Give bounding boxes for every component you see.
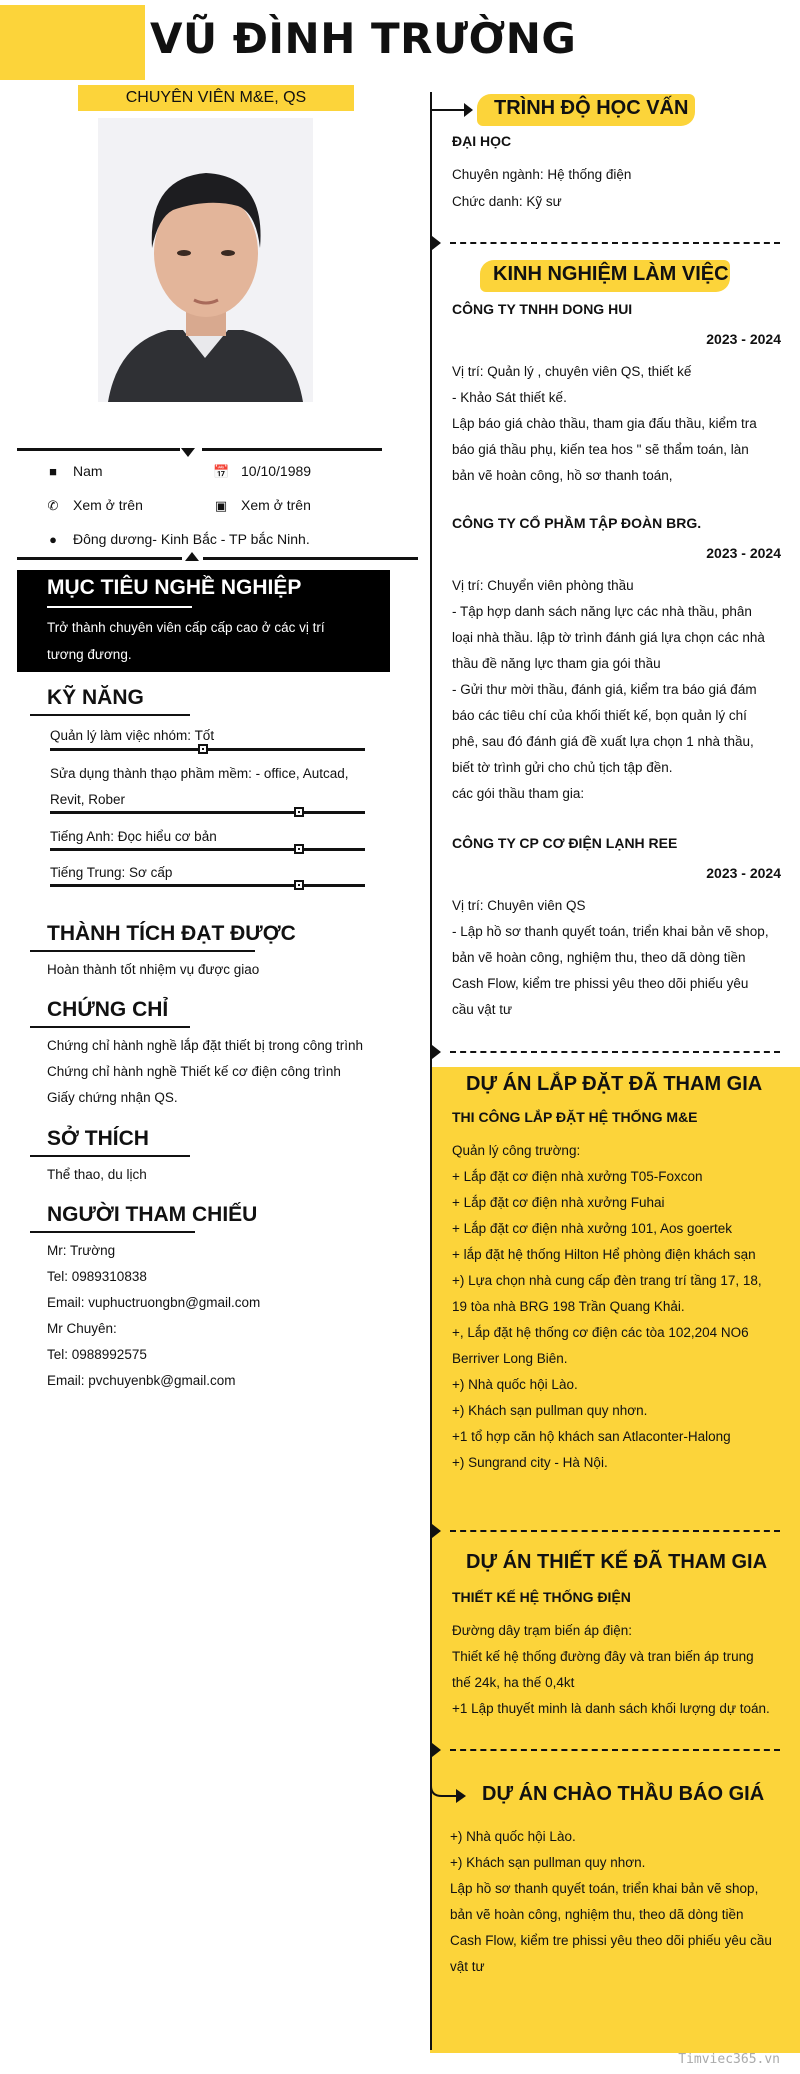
skills-title: KỸ NĂNG — [47, 686, 144, 709]
achievements-text: Hoàn thành tốt nhiệm vụ được giao — [47, 962, 260, 977]
dob-row: 📅 10/10/1989 — [213, 463, 312, 479]
bid-projects-title: DỰ ÁN CHÀO THẦU BÁO GIÁ — [482, 1783, 765, 1805]
timeline-marker-icon — [432, 1045, 441, 1059]
career-objective — [17, 570, 390, 672]
address-row: ● Đông dương- Kinh Bắc - TP bắc Ninh. — [45, 531, 310, 547]
reference-line: Tel: 0988992575 — [47, 1347, 147, 1362]
skill-label: Sửa dụng thành thạo phầm mềm: - office, Autcad, Revit, Rober — [50, 766, 349, 807]
phone-icon: ✆ — [47, 498, 59, 513]
profile-photo — [98, 118, 313, 402]
dashed-divider — [450, 1749, 780, 1751]
header-accent-block — [0, 5, 145, 80]
timeline-hook-arrow — [430, 1768, 470, 1804]
references-title: NGƯỜI THAM CHIẾU — [47, 1203, 258, 1226]
education-title: TRÌNH ĐỘ HỌC VẤN — [494, 97, 689, 119]
education-rank: Chức danh: Kỹ sư — [452, 194, 562, 209]
phone-row: ✆ Xem ở trên — [45, 497, 143, 514]
skill-level-marker — [198, 744, 208, 754]
degree: ĐẠI HỌC — [452, 133, 512, 149]
candidate-name: VŨ ĐÌNH TRƯỜNG — [150, 14, 577, 63]
skill-bar — [50, 811, 365, 814]
skill-label: Quản lý làm việc nhóm: Tốt — [50, 728, 215, 743]
divider — [17, 448, 180, 451]
skill-bar — [50, 884, 365, 887]
divider-arrow-icon — [185, 552, 199, 561]
dashed-divider — [450, 242, 780, 244]
achievements-title: THÀNH TÍCH ĐẠT ĐƯỢC — [47, 922, 296, 945]
skill-level-marker — [294, 807, 304, 817]
company-name: CÔNG TY CỔ PHẦM TẬP ĐOÀN BRG. — [452, 515, 702, 531]
certificate-item: Giấy chứng nhận QS. — [47, 1090, 178, 1105]
objective-text: Trở thành chuyên viên cấp cấp cao ở các vị trí tương đương. — [47, 620, 325, 662]
job-date: 2023 - 2024 — [706, 865, 781, 881]
skill-label: Tiếng Trung: Sơ cấp — [50, 865, 173, 880]
install-projects-title: DỰ ÁN LẮP ĐẶT ĐÃ THAM GIA — [466, 1073, 763, 1095]
project-list: Đường dây trạm biến áp điện: Thiết kế hệ thống đường đây và tran biến áp trung thế 24k, ha thế 0,4kt +1 Lập thuyết minh là danh sách khối lượng dự toán. — [452, 1623, 770, 1716]
project-list: Quản lý công trường: + Lắp đặt cơ điện nhà xưởng T05-Foxcon + Lắp đặt cơ điện nhà xưởng Fuhai + Lắp đặt cơ điện nhà xưởng 101, Aos goertek + lắp đặt hệ thống Hilton Hể phòng điện khách sạn +) Lựa chọn nhà cung cấp đèn trang trí tầng 17, 18, 19 tòa nhà BRG 198 Trần Quang Khải. +, Lắp đặt hệ thống cơ điện các tòa 102,204 NO6 Berriver Long Biên. +) Nhà quốc hội Lào. +) Khách sạn pullman quy nhơn. +1 tổ hợp căn hộ khách san Atlaconter-Halong +) Sungrand city - Hà Nội. — [452, 1143, 762, 1470]
skill-label: Tiếng Anh: Đọc hiểu cơ bản — [50, 829, 217, 844]
divider — [203, 557, 418, 560]
user-icon: ■ — [49, 464, 57, 479]
company-name: CÔNG TY CP CƠ ĐIỆN LẠNH REE — [452, 835, 678, 851]
project-list: +) Nhà quốc hội Lào. +) Khách sạn pullman quy nhơn. Lập hồ sơ thanh quyết toán, triển khai bản vẽ shop, bản vẽ hoàn công, nghiệm thu, theo dã dòng tiền Cash Flow, kiểm tre phissi yêu theo dõi phiếu yêu cầu vật tư — [450, 1829, 772, 1974]
reference-line: Mr: Trường — [47, 1243, 116, 1258]
watermark: Timviec365.vn — [678, 2052, 780, 2067]
project-subtitle: THIẾT KẾ HỆ THỐNG ĐIỆN — [452, 1589, 631, 1605]
certificate-item: Chứng chỉ hành nghề lắp đặt thiết bị trong công trình — [47, 1038, 364, 1053]
job-date: 2023 - 2024 — [706, 331, 781, 347]
email-icon: ▣ — [214, 498, 228, 513]
section-underline — [30, 714, 190, 716]
section-underline — [30, 1155, 190, 1157]
section-underline — [30, 1231, 195, 1233]
timeline-marker-icon — [432, 1524, 441, 1538]
arrow-right-icon — [464, 103, 473, 117]
email-row: ▣ Xem ở trên — [214, 497, 311, 513]
project-subtitle: THI CÔNG LẮP ĐẶT HỆ THỐNG M&E — [452, 1109, 698, 1125]
timeline-marker-icon — [432, 1743, 441, 1757]
design-projects-title: DỰ ÁN THIẾT KẾ ĐÃ THAM GIA — [466, 1551, 768, 1573]
section-underline — [30, 1026, 190, 1028]
certificate-item: Chứng chỉ hành nghề Thiết kế cơ điện công trình — [47, 1064, 341, 1079]
job-description: Vị trí: Chuyên viên QS - Lập hồ sơ thanh quyết toán, triển khai bản vẽ shop, bản vẽ hoàn công, nghiệm thu, theo dã dòng tiền Cash Flow, kiểm tre phissi yêu theo dõi phiếu yêu cầu vật tư — [452, 898, 769, 1017]
reference-line: Email: pvchuyenbk@gmail.com — [47, 1373, 236, 1388]
reference-line: Email: vuphuctruongbn@gmail.com — [47, 1295, 261, 1310]
divider-arrow-icon — [181, 448, 195, 457]
job-date: 2023 - 2024 — [706, 545, 781, 561]
dashed-divider — [450, 1530, 780, 1532]
timeline-marker-icon — [432, 236, 441, 250]
reference-line: Mr Chuyên: — [47, 1321, 117, 1336]
gender-row: ■ Nam — [45, 463, 103, 479]
calendar-icon: 📅 — [213, 464, 230, 479]
divider — [202, 448, 382, 451]
hobbies-text: Thể thao, du lịch — [47, 1167, 147, 1182]
skill-bar — [50, 848, 365, 851]
company-name: CÔNG TY TNHH DONG HUI — [452, 301, 633, 317]
experience-title: KINH NGHIỆM LÀM VIỆC — [493, 263, 729, 285]
avatar-portrait — [98, 118, 313, 402]
certificates-title: CHỨNG CHỈ — [47, 998, 169, 1021]
section-underline — [47, 606, 192, 608]
section-underline — [30, 950, 255, 952]
job-description: Vị trí: Quản lý , chuyên viên QS, thiết kế - Khảo Sát thiết kế. Lập báo giá chào thầu, tham gia đấu thầu, kiểm tra báo giá thầu phụ, kiến tea hos " sẽ thẩm toán, làn bản vẽ hoàn công, hồ sơ thanh toán, — [452, 364, 757, 483]
education-major: Chuyên ngành: Hệ thống điện — [452, 167, 632, 182]
skill-level-marker — [294, 880, 304, 890]
location-pin-icon: ● — [49, 532, 57, 547]
section-title: MỤC TIÊU NGHỀ NGHIỆP — [47, 576, 302, 599]
skill-level-marker — [294, 844, 304, 854]
divider — [17, 557, 182, 560]
reference-line: Tel: 0989310838 — [47, 1269, 147, 1284]
candidate-position: CHUYÊN VIÊN M&E, QS — [78, 85, 354, 111]
hobbies-title: SỞ THÍCH — [47, 1127, 149, 1150]
dashed-divider — [450, 1051, 780, 1053]
job-description: Vị trí: Chuyển viên phòng thầu - Tập hợp danh sách năng lực các nhà thầu, phân loại nhà thầu. lập tờ trình đánh giá lựa chọn các nhà thầu đề năng lực tham gia gói thầu - Gửi thư mời thầu, đánh giá, kiểm tra báo giá đám báo các tiêu chí của khối thiết kế, bọn quản lý chí phê, sau đó đánh giá đề xuất lựa chọn 1 nhà thầu, biết tờ trình gửi cho chủ tịch tập đền. các gói thầu tham gia: — [452, 578, 765, 801]
